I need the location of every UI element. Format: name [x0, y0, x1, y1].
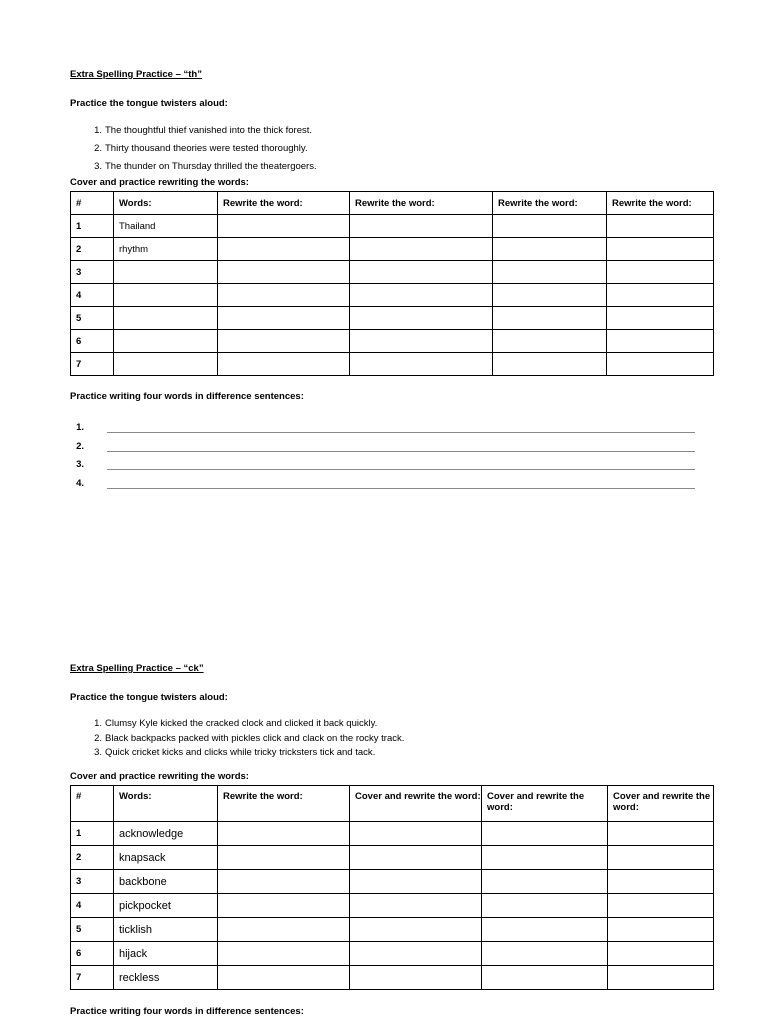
table-row	[71, 870, 714, 894]
word-cell: backbone	[114, 870, 218, 894]
rewrite-cell[interactable]	[218, 942, 350, 966]
column-header: Rewrite the word:	[218, 786, 350, 822]
rewrite-cell[interactable]	[350, 918, 482, 942]
list-item	[94, 746, 404, 761]
rewrite-cell[interactable]	[482, 966, 608, 990]
rewrite-cell[interactable]	[482, 894, 608, 918]
rewrite-cell[interactable]	[482, 846, 608, 870]
rewrite-cell[interactable]	[608, 966, 714, 990]
table-row	[71, 215, 714, 238]
list-item	[94, 140, 317, 158]
twister-heading-th: Practice the tongue twisters aloud:	[70, 98, 228, 109]
row-number: 6	[71, 942, 114, 966]
rewrite-cell[interactable]	[607, 353, 714, 376]
rewrite-cell[interactable]	[350, 238, 493, 261]
rewrite-cell[interactable]	[607, 330, 714, 353]
rewrite-cell[interactable]	[608, 918, 714, 942]
writing-rule	[107, 488, 695, 489]
rewrite-cell[interactable]	[493, 330, 607, 353]
word-cell: pickpocket	[114, 894, 218, 918]
list-item	[94, 122, 317, 140]
column-header: #	[71, 192, 114, 215]
column-header: Rewrite the word:	[607, 192, 714, 215]
row-number: 4	[71, 284, 114, 307]
rewrite-cell[interactable]	[218, 846, 350, 870]
rewrite-cell[interactable]	[350, 966, 482, 990]
section-title-ck: Extra Spelling Practice – “ck”	[70, 663, 204, 674]
twister-text: Thirty thousand theories were tested thoroughly.	[105, 143, 308, 154]
twister-text: Black backpacks packed with pickles click and clack on the rocky track.	[105, 732, 405, 744]
row-number: 4	[71, 894, 114, 918]
rewrite-cell[interactable]	[218, 215, 350, 238]
rewrite-cell[interactable]	[218, 918, 350, 942]
column-header: #	[71, 786, 114, 822]
rewrite-cell[interactable]	[218, 238, 350, 261]
twister-heading-ck: Practice the tongue twisters aloud:	[70, 692, 228, 703]
sentence-line[interactable]	[70, 459, 695, 478]
table-row	[71, 822, 714, 846]
sentence-line[interactable]	[70, 422, 695, 441]
table-header-row	[71, 786, 714, 822]
row-number: 3	[71, 261, 114, 284]
rewrite-cell[interactable]	[350, 942, 482, 966]
sentence-line[interactable]	[70, 441, 695, 460]
rewrite-cell[interactable]	[218, 353, 350, 376]
rewrite-cell[interactable]	[607, 284, 714, 307]
table-row	[71, 238, 714, 261]
rewrite-cell[interactable]	[218, 966, 350, 990]
sentence-lines-th	[70, 422, 695, 496]
line-number: 3.	[76, 459, 84, 470]
practice-table-ck	[70, 785, 714, 990]
rewrite-cell[interactable]	[607, 238, 714, 261]
table-header-row	[71, 192, 714, 215]
rewrite-cell[interactable]	[482, 822, 608, 846]
table-row	[71, 284, 714, 307]
twister-list-th	[94, 122, 317, 176]
practice-table-th	[70, 191, 714, 376]
table-row	[71, 918, 714, 942]
row-number: 7	[71, 966, 114, 990]
word-cell[interactable]	[114, 284, 218, 307]
table-row	[71, 330, 714, 353]
rewrite-cell[interactable]	[493, 261, 607, 284]
writing-rule	[107, 451, 695, 452]
row-number: 1	[71, 215, 114, 238]
column-header: Cover and rewrite the word:	[350, 786, 482, 822]
row-number: 1	[71, 822, 114, 846]
list-number: 1.	[94, 125, 102, 136]
row-number: 2	[71, 238, 114, 261]
rewrite-cell[interactable]	[218, 870, 350, 894]
rewrite-cell[interactable]	[350, 330, 493, 353]
rewrite-cell[interactable]	[493, 238, 607, 261]
twister-text: Quick cricket kicks and clicks while tricky tricksters tick and tack.	[105, 747, 376, 758]
line-number: 1.	[76, 422, 84, 433]
rewrite-cell[interactable]	[350, 894, 482, 918]
table-row	[71, 846, 714, 870]
line-number: 2.	[76, 440, 84, 452]
word-cell: rhythm	[114, 238, 218, 261]
rewrite-cell[interactable]	[218, 822, 350, 846]
line-number: 4.	[76, 477, 84, 489]
rewrite-cell[interactable]	[608, 846, 714, 870]
rewrite-cell[interactable]	[218, 261, 350, 284]
column-header: Rewrite the word:	[218, 192, 350, 215]
list-item	[94, 158, 317, 176]
rewrite-cell[interactable]	[350, 215, 493, 238]
rewrite-cell[interactable]	[493, 215, 607, 238]
table-heading-th: Cover and practice rewriting the words:	[70, 177, 249, 188]
rewrite-cell[interactable]	[218, 894, 350, 918]
table-row	[71, 261, 714, 284]
row-number: 5	[71, 307, 114, 330]
column-header: Cover and rewrite the word:	[482, 786, 608, 822]
table-row	[71, 966, 714, 990]
sentence-heading-th: Practice writing four words in difference sentences:	[70, 391, 304, 402]
rewrite-cell[interactable]	[607, 215, 714, 238]
word-cell: Thailand	[114, 215, 218, 238]
row-number: 2	[71, 846, 114, 870]
word-cell[interactable]	[114, 261, 218, 284]
column-header: Cover and rewrite the word:	[608, 786, 714, 822]
rewrite-cell[interactable]	[218, 330, 350, 353]
twister-text: Clumsy Kyle kicked the cracked clock and clicked it back quickly.	[105, 718, 378, 729]
rewrite-cell[interactable]	[350, 822, 482, 846]
rewrite-cell[interactable]	[482, 942, 608, 966]
section-title-th: Extra Spelling Practice – “th”	[70, 69, 202, 80]
word-cell: reckless	[114, 966, 218, 990]
column-header: Rewrite the word:	[493, 192, 607, 215]
word-cell[interactable]	[114, 353, 218, 376]
rewrite-cell[interactable]	[350, 870, 482, 894]
row-number: 3	[71, 870, 114, 894]
twister-list-ck	[94, 717, 405, 761]
twister-text: The thunder on Thursday thrilled the theatergoers.	[105, 161, 317, 172]
rewrite-cell[interactable]	[608, 894, 714, 918]
word-cell: hijack	[114, 942, 218, 966]
rewrite-cell[interactable]	[482, 870, 608, 894]
rewrite-cell[interactable]	[218, 307, 350, 330]
column-header: Rewrite the word:	[350, 192, 493, 215]
row-number: 5	[71, 918, 114, 942]
rewrite-cell[interactable]	[218, 284, 350, 307]
rewrite-cell[interactable]	[350, 307, 493, 330]
rewrite-cell[interactable]	[608, 870, 714, 894]
rewrite-cell[interactable]	[608, 822, 714, 846]
list-item	[94, 717, 404, 732]
row-number: 6	[71, 330, 114, 353]
sentence-line[interactable]	[70, 478, 695, 497]
list-item	[94, 732, 405, 747]
list-number: 2.	[94, 143, 102, 154]
writing-rule	[107, 469, 695, 470]
rewrite-cell[interactable]	[350, 353, 493, 376]
list-number: 1.	[94, 718, 102, 729]
sentence-heading-ck: Practice writing four words in difference sentences:	[70, 1006, 304, 1017]
table-row	[71, 894, 714, 918]
word-cell: ticklish	[114, 918, 218, 942]
table-row	[71, 942, 714, 966]
rewrite-cell[interactable]	[350, 261, 493, 284]
word-cell: acknowledge	[114, 822, 218, 846]
twister-text: The thoughtful thief vanished into the thick forest.	[105, 125, 313, 136]
rewrite-cell[interactable]	[482, 918, 608, 942]
list-number: 3.	[94, 747, 102, 758]
rewrite-cell[interactable]	[493, 284, 607, 307]
rewrite-cell[interactable]	[350, 846, 482, 870]
list-number: 3.	[94, 161, 102, 172]
table-row	[71, 353, 714, 376]
table-row	[71, 307, 714, 330]
word-cell[interactable]	[114, 307, 218, 330]
rewrite-cell[interactable]	[493, 353, 607, 376]
rewrite-cell[interactable]	[493, 307, 607, 330]
rewrite-cell[interactable]	[350, 284, 493, 307]
writing-rule	[107, 432, 695, 433]
word-cell[interactable]	[114, 330, 218, 353]
column-header: Words:	[114, 192, 218, 215]
list-number: 2.	[94, 732, 102, 744]
row-number: 7	[71, 353, 114, 376]
rewrite-cell[interactable]	[607, 261, 714, 284]
word-cell: knapsack	[114, 846, 218, 870]
rewrite-cell[interactable]	[608, 942, 714, 966]
rewrite-cell[interactable]	[607, 307, 714, 330]
column-header: Words:	[114, 786, 218, 822]
table-heading-ck: Cover and practice rewriting the words:	[70, 771, 249, 782]
